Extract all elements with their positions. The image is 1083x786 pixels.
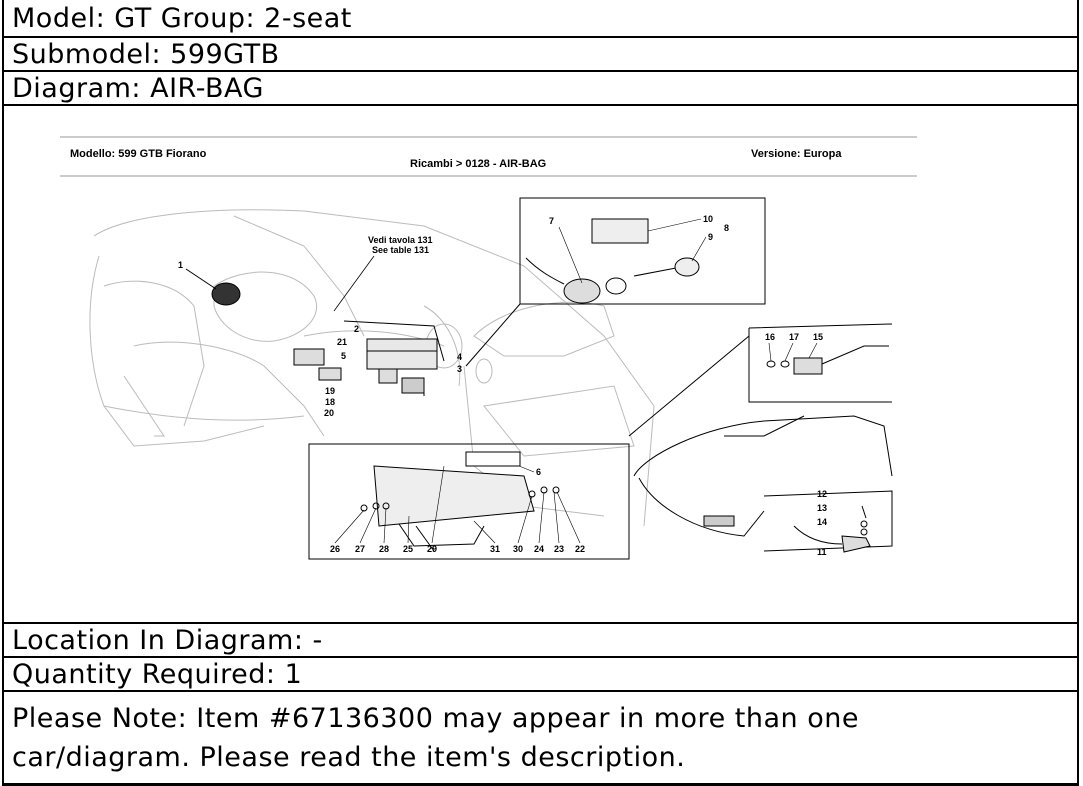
airbag-key-switch [466,219,699,366]
quantity-label: Quantity Required: 1 [2,656,1079,690]
callout-11: 11 [817,547,827,557]
callout-23: 23 [554,544,565,554]
callout-24: 24 [534,544,545,554]
callout-27: 27 [355,544,366,554]
crash-sensor [794,506,870,552]
callout-15: 15 [813,332,824,342]
callout-18: 18 [325,397,336,407]
airbag-detail [361,452,559,551]
callout-8: 8 [724,223,730,233]
note-line-1: Please Note: Item #67136300 may appear in more than one [12,702,859,734]
callout-16: 16 [765,332,776,342]
callout-2: 2 [354,324,360,334]
callout-10: 10 [703,214,714,224]
airbag-exploded-view [4,106,1077,622]
callout-9: 9 [708,232,714,242]
ref-table-en: See table 131 [372,245,430,255]
callout-14: 14 [817,517,828,527]
callout-13: 13 [817,503,828,513]
submodel-label: Submodel: 599GTB [2,36,1079,70]
note-line-2: car/diagram. Please read the item's description. [12,741,686,773]
location-label: Location In Diagram: - [2,622,1079,656]
callout-21: 21 [337,337,348,347]
parts-diagram [2,104,1079,622]
callout-26: 26 [330,544,341,554]
callout-29: 29 [427,544,438,554]
callout-30: 30 [513,544,524,554]
callout-19: 19 [325,386,336,396]
callout-17: 17 [789,332,800,342]
diagram-label: Diagram: AIR-BAG [2,70,1079,104]
callout-3: 3 [457,364,463,374]
callout-1: 1 [178,260,184,270]
car-front [629,336,892,551]
callout-6: 6 [536,467,542,477]
callout-31: 31 [490,544,501,554]
callout-22: 22 [575,544,586,554]
callout-5: 5 [341,351,347,361]
breadcrumb-text: Ricambi > 0128 - AIR-BAG [410,158,547,170]
callout-12: 12 [817,489,828,499]
passenger-airbag-module [294,321,444,396]
versione-text: Versione: Europa [751,148,842,160]
callout-20: 20 [324,408,335,418]
callout-7: 7 [549,216,555,226]
key-inset-box [520,198,765,304]
callout-28: 28 [379,544,390,554]
modello-text: Modello: 599 GTB Fiorano [70,148,207,160]
steering-airbag [186,269,240,305]
callout-4: 4 [457,352,463,362]
ref-table-it: Vedi tavola 131 [368,235,433,245]
callout-25: 25 [403,544,414,554]
note-block [2,690,1079,786]
model-label: Model: GT Group: 2-seat [2,0,1079,36]
